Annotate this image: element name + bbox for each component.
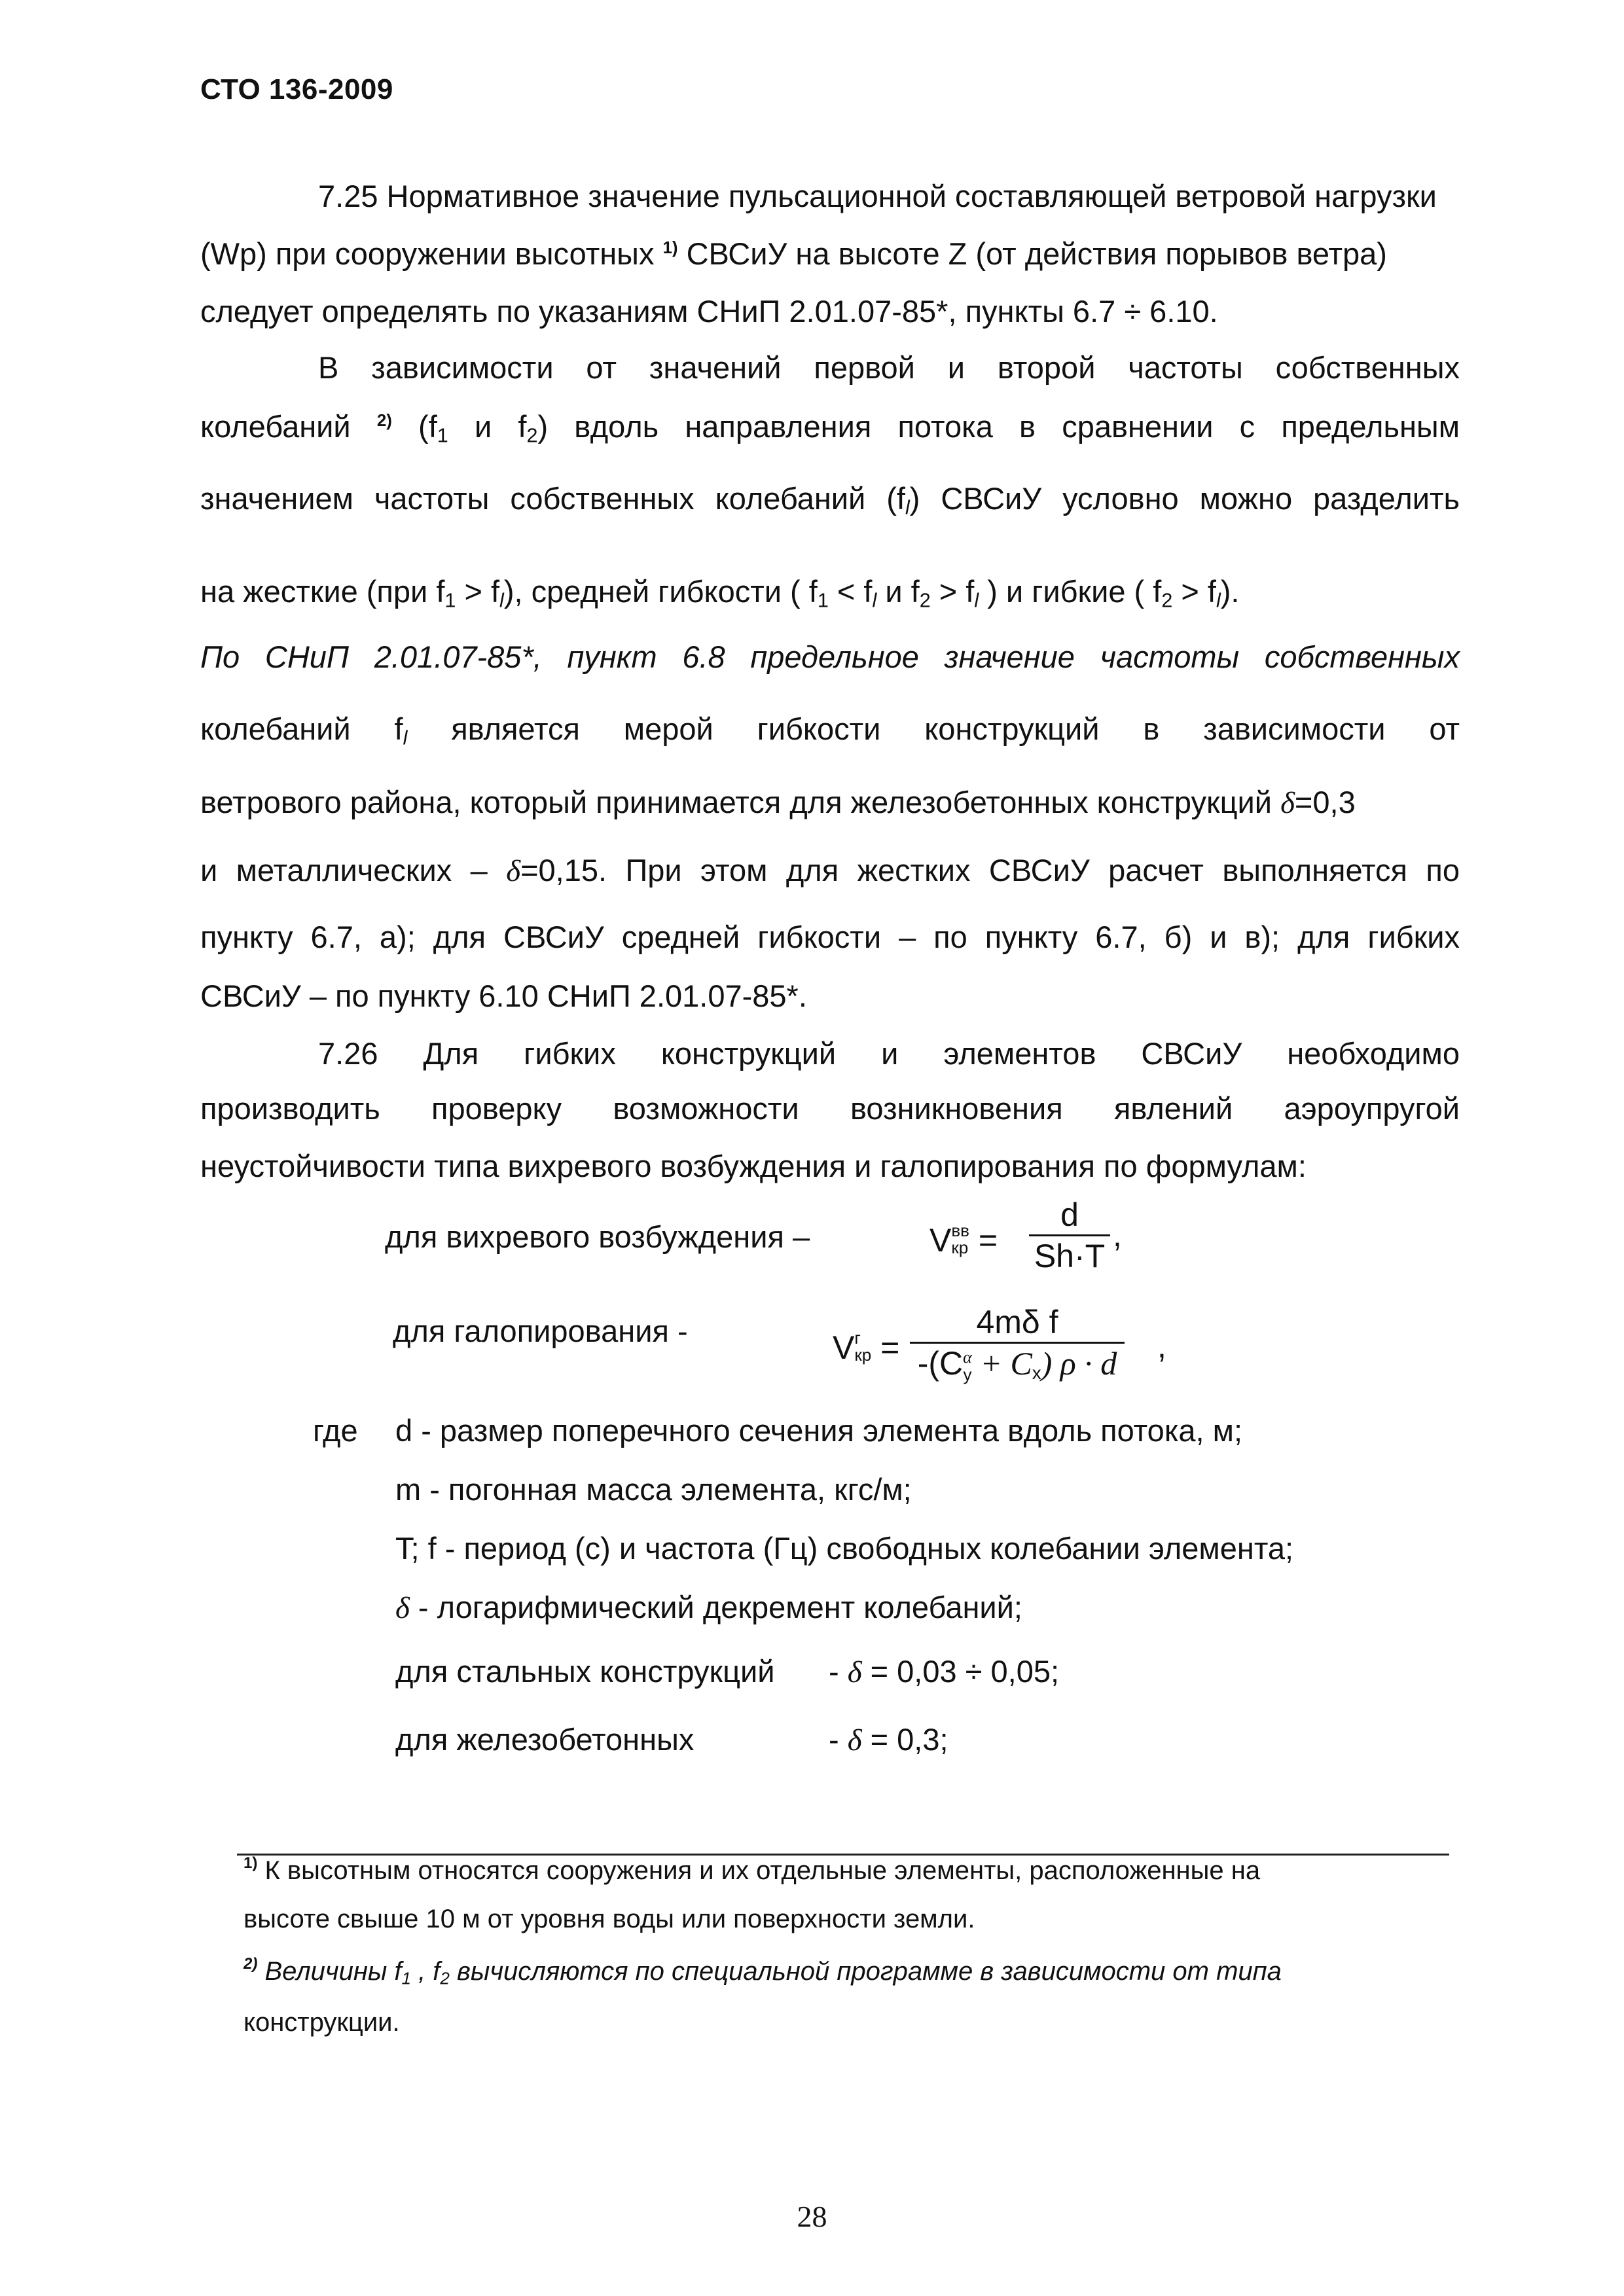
p726-line3: неустойчивости типа вихревого возбуждения и галопирования по формулам: xyxy=(200,1149,1307,1183)
document-header: СТО 136-2009 xyxy=(200,73,393,105)
formula2-numerator: 4mδ f xyxy=(976,1304,1058,1340)
formula1-label: для вихревого возбуждения – xyxy=(385,1219,810,1254)
where-m: m - погонная масса элемента, кгс/м; xyxy=(395,1472,912,1507)
formula2-comma: , xyxy=(1157,1328,1166,1365)
p3-line1: По СНиП 2.01.07-85*, пункт 6.8 предельное значение частоты собственных xyxy=(200,639,1460,674)
formula1-denominator: Sh·T xyxy=(1034,1238,1106,1274)
p725-line1: 7.25 Нормативное значение пульсационной составляющей ветровой нагрузки xyxy=(318,179,1437,213)
where-steel-value: - δ = 0,03 ÷ 0,05; xyxy=(829,1654,1060,1689)
footnote-2-line2: конструкции. xyxy=(244,2008,400,2037)
p2-line4: на жесткие (при $f_1 > f_l$), средней гибкости ( $f_1 < f_l$ и $f_2 > f_l$ ) и гибкие ( $f_2 > f_l$). xyxy=(200,574,1240,612)
p3-line4: и металлических – δ=0,15. При этом для жестких СВСиУ расчет выполняется по xyxy=(200,853,1460,888)
p725-line3: следует определять по указаниям СНиП 2.01.07-85*, пункты 6.7 ÷ 6.10. xyxy=(200,294,1218,329)
p3-line3: ветрового района, который принимается для железобетонных конструкций δ=0,3 xyxy=(200,785,1356,820)
formula1-lhs: V вв кр = xyxy=(929,1220,998,1259)
p3-line6: СВСиУ – по пункту 6.10 СНиП 2.01.07-85*. xyxy=(200,978,807,1013)
formula1-comma: , xyxy=(1113,1217,1122,1253)
where-rc-label: для железобетонных xyxy=(395,1722,695,1757)
p3-line5: пункту 6.7, а); для СВСиУ средней гибкости – по пункту 6.7, б) и в); для гибких xyxy=(200,920,1460,954)
formula1-numerator: d xyxy=(1060,1196,1079,1233)
where-d: d - размер поперечного сечения элемента вдоль потока, м; xyxy=(395,1413,1243,1448)
p725-line2: (Wp) при сооружении высотных $^{1)}$ СВСиУ на высоте Z (от действия порывов ветра) xyxy=(200,236,1387,271)
where-rc-value: - δ = 0,3; xyxy=(829,1722,948,1757)
p2-line2: колебаний $^{2)}$ ($f_1$ и $f_2$) вдоль направления потока в сравнении с предельным xyxy=(200,409,1460,447)
footnote-1-line2: высоте свыше 10 м от уровня воды или поверхности земли. xyxy=(244,1905,975,1933)
page-number: 28 xyxy=(797,2200,827,2233)
formula2-label: для галопирования - xyxy=(393,1314,688,1348)
where-steel-label: для стальных конструкций xyxy=(395,1654,775,1689)
where-label: где xyxy=(313,1413,358,1448)
p726-line1: 7.26 Для гибких конструкций и элементов СВСиУ необходимо xyxy=(318,1036,1460,1071)
p726-line2: производить проверку возможности возникновения явлений аэроупругой xyxy=(200,1091,1460,1126)
where-delta: δ - логарифмический декремент колебаний; xyxy=(395,1590,1022,1625)
formula2-denominator: -(C α y + $C_x$) ρ · d xyxy=(917,1345,1117,1384)
footnote-ref-1: 1) xyxy=(662,239,678,258)
formula1-fraction xyxy=(1029,1195,1110,1276)
footnote-ref-2: 2) xyxy=(376,412,392,431)
footnote-2-line1: $^{2)}$ Величины $f_1$ , $f_2$ вычисляются по специальной программе в зависимости от типа xyxy=(244,1955,1282,1988)
formula2-lhs: V г кр = xyxy=(833,1327,900,1366)
p2-line3: значением частоты собственных колебаний $(f_l)$ СВСиУ условно можно разделить xyxy=(200,481,1460,519)
footnote-1-line1: $^{1)}$ К высотным относятся сооружения и их отдельные элементы, расположенные на xyxy=(244,1854,1261,1885)
formula2-fraction xyxy=(910,1302,1125,1383)
p3-line2: колебаний $f_l$ является мерой гибкости конструкций в зависимости от xyxy=(200,711,1460,749)
where-tf: T; f - период (с) и частота (Гц) свободных колебании элемента; xyxy=(395,1531,1294,1566)
p2-line1: В зависимости от значений первой и второй частоты собственных xyxy=(318,350,1460,385)
